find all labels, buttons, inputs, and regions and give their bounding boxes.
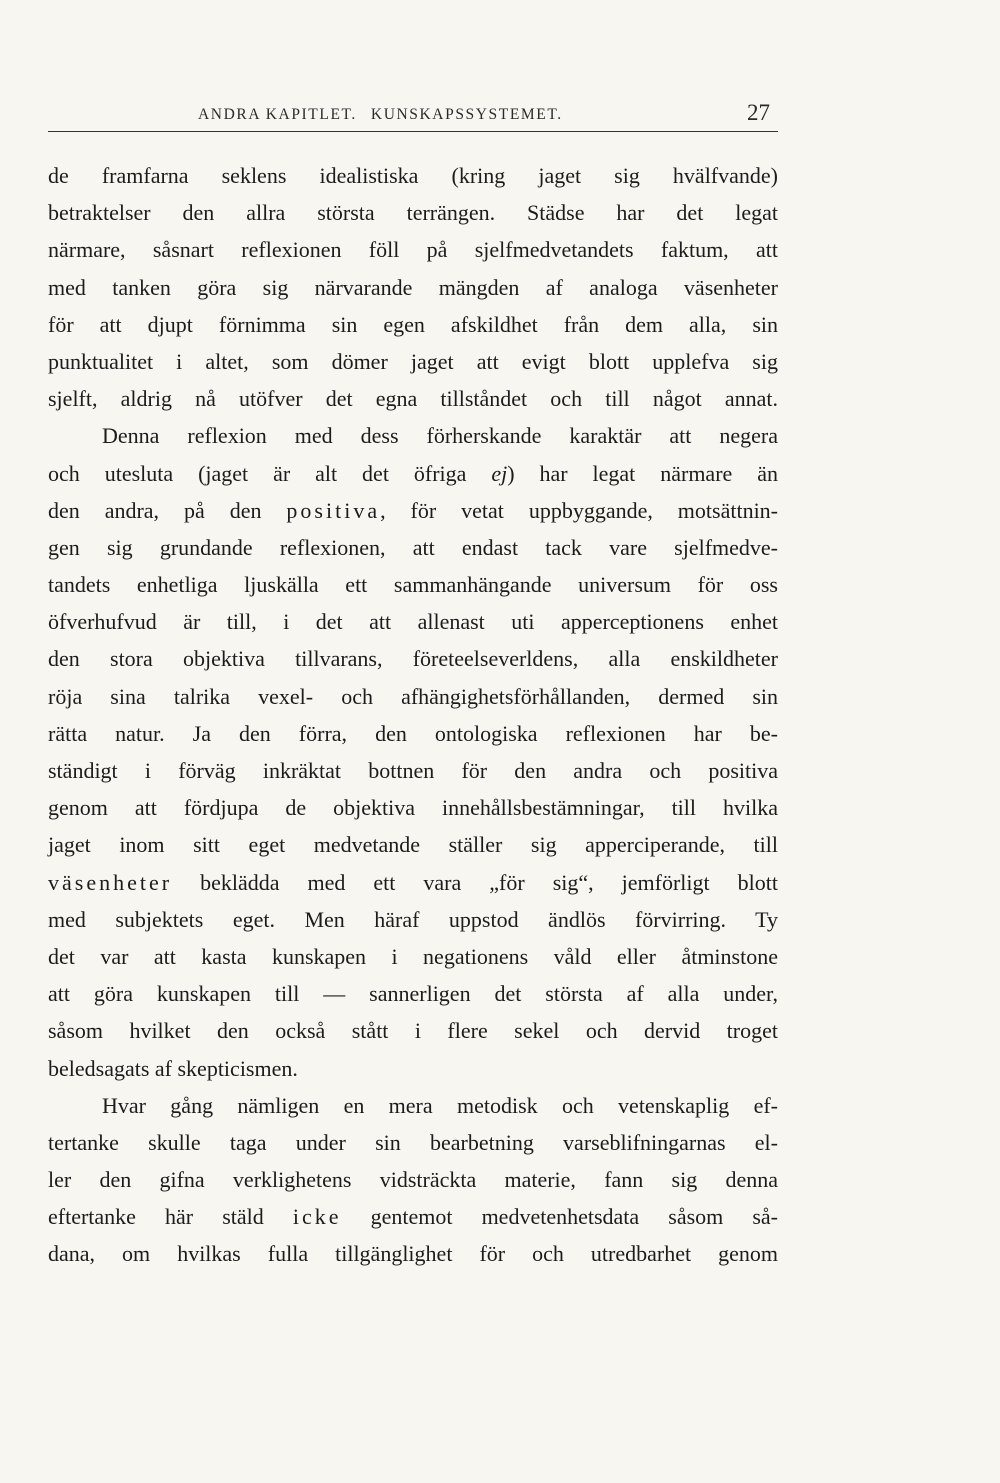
spaced-word: positiva: [286, 497, 381, 523]
text-line: med tanken göra sig närvarande mängden af analoga väsenheter: [48, 274, 778, 300]
paragraph-start-line: Hvar gång nämligen en mera metodisk och vetenskaplig ef-: [102, 1092, 778, 1118]
text-line: betraktelser den allra största terrängen. Städse har det legat: [48, 200, 778, 226]
text-line: det var att kasta kunskapen i negationens våld eller åtminstone: [48, 943, 778, 969]
text-line: genom att fördjupa de objektiva innehållsbestämningar, till hvilka: [48, 795, 778, 821]
text-line: att göra kunskapen till — sannerligen det största af alla under,: [48, 981, 778, 1007]
text-line: röja sina talrika vexel- och afhängighetsförhållanden, dermed sin: [48, 683, 778, 709]
spaced-word: väsenheter: [48, 869, 173, 895]
italic-word: ej: [491, 460, 508, 486]
text-line: såsom hvilket den också stått i flere sekel och dervid troget: [48, 1018, 778, 1044]
body-text: [48, 157, 778, 1273]
text-line: sjelft, aldrig nå utöfver det egna tillståndet och till något annat.: [48, 386, 778, 412]
page-number: 27: [747, 100, 770, 125]
text-line: den andra, på den positiva, för vetat uppbyggande, motsättnin-: [48, 497, 779, 523]
text-line: punktualitet i altet, som dömer jaget att evigt blott upplefva sig: [48, 348, 778, 374]
text-line: ständigt i förväg inkräktat bottnen för den andra och positiva: [48, 758, 778, 783]
text-line: med subjektets eget. Men häraf uppstod ändlös förvirring. Ty: [48, 906, 778, 932]
text-line: rätta natur. Ja den förra, den ontologiska reflexionen har be-: [48, 720, 778, 746]
text-line: väsenheter beklädda med ett vara „för sig“, jemförligt blott: [48, 869, 778, 895]
text-line: ler den gifna verklighetens vidsträckta materie, fann sig denna: [48, 1167, 778, 1193]
text-line: tandets enhetliga ljuskälla ett sammanhängande universum för oss: [48, 572, 778, 598]
header-rule: [48, 131, 778, 132]
chapter-title: ANDRA KAPITLET.: [198, 106, 357, 123]
running-title: [198, 106, 563, 124]
paragraph-end-line: beledsagats af skepticismen.: [48, 1055, 298, 1081]
text-line: jaget inom sitt eget medvetande ställer sig apperciperande, till: [48, 832, 778, 858]
text-line: gen sig grundande reflexionen, att endast tack vare sjelfmedve-: [48, 534, 778, 560]
text-line: tertanke skulle taga under sin bearbetning varseblifningarnas el-: [48, 1129, 778, 1155]
text-line: närmare, såsnart reflexionen föll på sjelfmedvetandets faktum, att: [48, 237, 778, 263]
paragraph-start-line: Denna reflexion med dess förherskande karaktär att negera: [102, 423, 778, 449]
spaced-word: icke: [292, 1204, 342, 1230]
text-line: och utesluta (jaget är alt det öfriga ej) har legat närmare än: [48, 460, 778, 486]
text-line: de framfarna seklens idealistiska (kring jaget sig hvälfvande): [48, 163, 778, 188]
text-line: eftertanke här stäld icke gentemot medvetenhetsdata såsom så-: [48, 1204, 778, 1230]
text-line: öfverhufvud är till, i det att allenast uti apperceptionens enhet: [48, 609, 778, 635]
section-title: KUNSKAPSSYSTEMET.: [370, 106, 563, 123]
running-header: [48, 100, 778, 130]
text-line: den stora objektiva tillvarans, företeelseverldens, alla enskildheter: [48, 646, 778, 672]
text-line: dana, om hvilkas fulla tillgänglighet för och utredbarhet genom: [48, 1241, 778, 1267]
text-line: för att djupt förnimma sin egen afskildhet från dem alla, sin: [48, 311, 778, 337]
